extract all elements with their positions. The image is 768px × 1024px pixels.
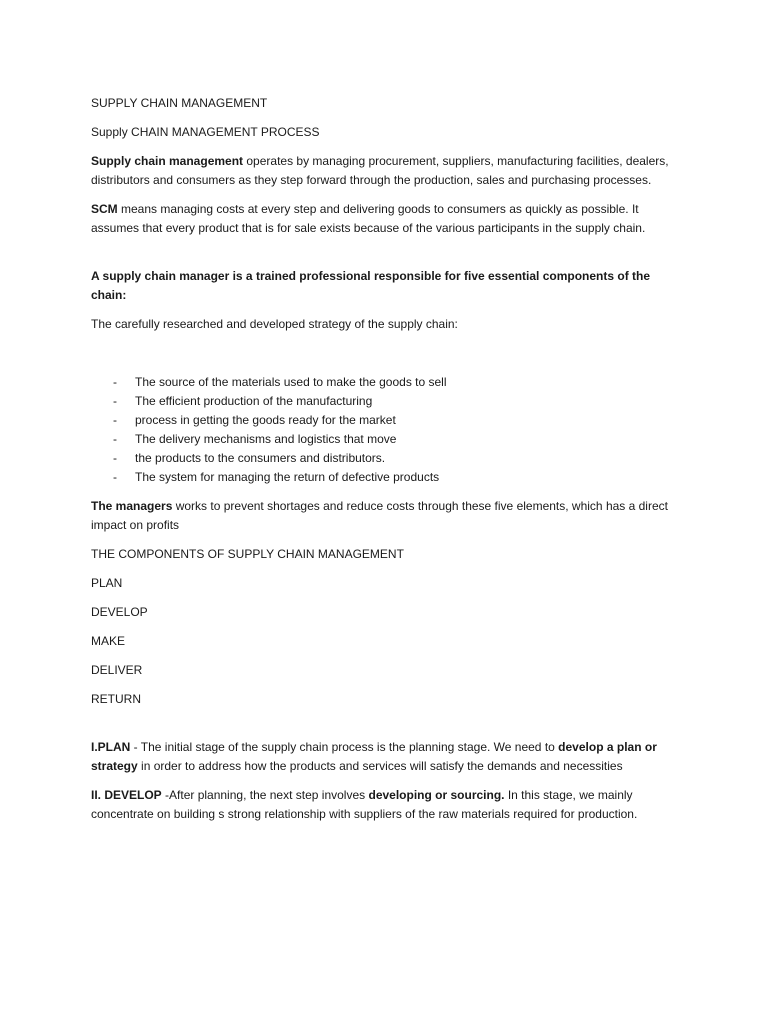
list-item xyxy=(91,392,688,411)
paragraph-manager: A supply chain manager is a trained professional responsible for five essential components of the chain: xyxy=(91,269,651,302)
paragraph-lead: Supply chain management xyxy=(91,154,244,168)
spacer xyxy=(91,344,688,373)
component-return: RETURN xyxy=(91,692,141,706)
list-item-text: process in getting the goods ready for the market xyxy=(135,413,396,427)
document-title: SUPPLY CHAIN MANAGEMENT xyxy=(91,96,268,110)
section-lead: I.PLAN xyxy=(91,740,131,754)
bullet-list xyxy=(91,373,688,487)
component-develop: DEVELOP xyxy=(91,605,148,619)
paragraph-strategy: The carefully researched and developed strategy of the supply chain: xyxy=(91,317,458,331)
bullet-dash: - xyxy=(113,394,117,408)
components-heading: THE COMPONENTS OF SUPPLY CHAIN MANAGEMENT xyxy=(91,547,404,561)
bullet-dash: - xyxy=(113,413,117,427)
paragraph-text: operates by managing procurement, suppliers, manufacturing facilities, dealers, distributors and consumers as they step forward through the production, sales and purchasing processes. xyxy=(91,154,669,187)
component-plan: PLAN xyxy=(91,576,123,590)
section-lead: II. DEVELOP xyxy=(91,788,162,802)
component-deliver: DELIVER xyxy=(91,663,143,677)
section-text: in order to address how the products and services will satisfy the demands and necessities xyxy=(137,759,623,773)
section-emphasis: develop a plan or strategy xyxy=(91,740,657,773)
section-text: In this stage, we mainly concentrate on building s strong relationship with suppliers of the raw materials required for production. xyxy=(91,788,638,821)
list-item-text: The system for managing the return of defective products xyxy=(135,470,440,484)
section-emphasis: developing or sourcing. xyxy=(368,788,505,802)
document-subtitle: Supply CHAIN MANAGEMENT PROCESS xyxy=(91,125,320,139)
list-item xyxy=(91,411,688,430)
list-item xyxy=(91,430,688,449)
list-item xyxy=(91,449,688,468)
bullet-dash: - xyxy=(113,375,117,389)
section-plan xyxy=(91,738,688,776)
paragraph-lead: SCM xyxy=(91,202,118,216)
spacer xyxy=(91,719,688,738)
list-item-text: The efficient production of the manufacturing xyxy=(135,394,373,408)
component-make: MAKE xyxy=(91,634,126,648)
paragraph-managers xyxy=(91,497,688,535)
bullet-dash: - xyxy=(113,432,117,446)
paragraph-lead: The managers xyxy=(91,499,173,513)
list-item-text: The source of the materials used to make the goods to sell xyxy=(135,375,447,389)
paragraph-text: works to prevent shortages and reduce costs through these five elements, which has a direct impact on profits xyxy=(91,499,668,532)
list-item-text: The delivery mechanisms and logistics that move xyxy=(135,432,397,446)
section-text: - The initial stage of the supply chain process is the planning stage. We need to xyxy=(130,740,559,754)
bullet-dash: - xyxy=(113,470,117,484)
section-text: -After planning, the next step involves xyxy=(161,788,369,802)
paragraph-scm-definition xyxy=(91,200,688,238)
list-item xyxy=(91,373,688,392)
list-item xyxy=(91,468,688,487)
spacer xyxy=(91,248,688,267)
paragraph-text: means managing costs at every step and delivering goods to consumers as quickly as possible. It assumes that every product that is for sale exists because of the various participants in the supply chain. xyxy=(91,202,646,235)
list-item-text: the products to the consumers and distributors. xyxy=(135,451,386,465)
paragraph-scm-intro xyxy=(91,152,688,190)
section-develop xyxy=(91,786,688,824)
bullet-dash: - xyxy=(113,451,117,465)
